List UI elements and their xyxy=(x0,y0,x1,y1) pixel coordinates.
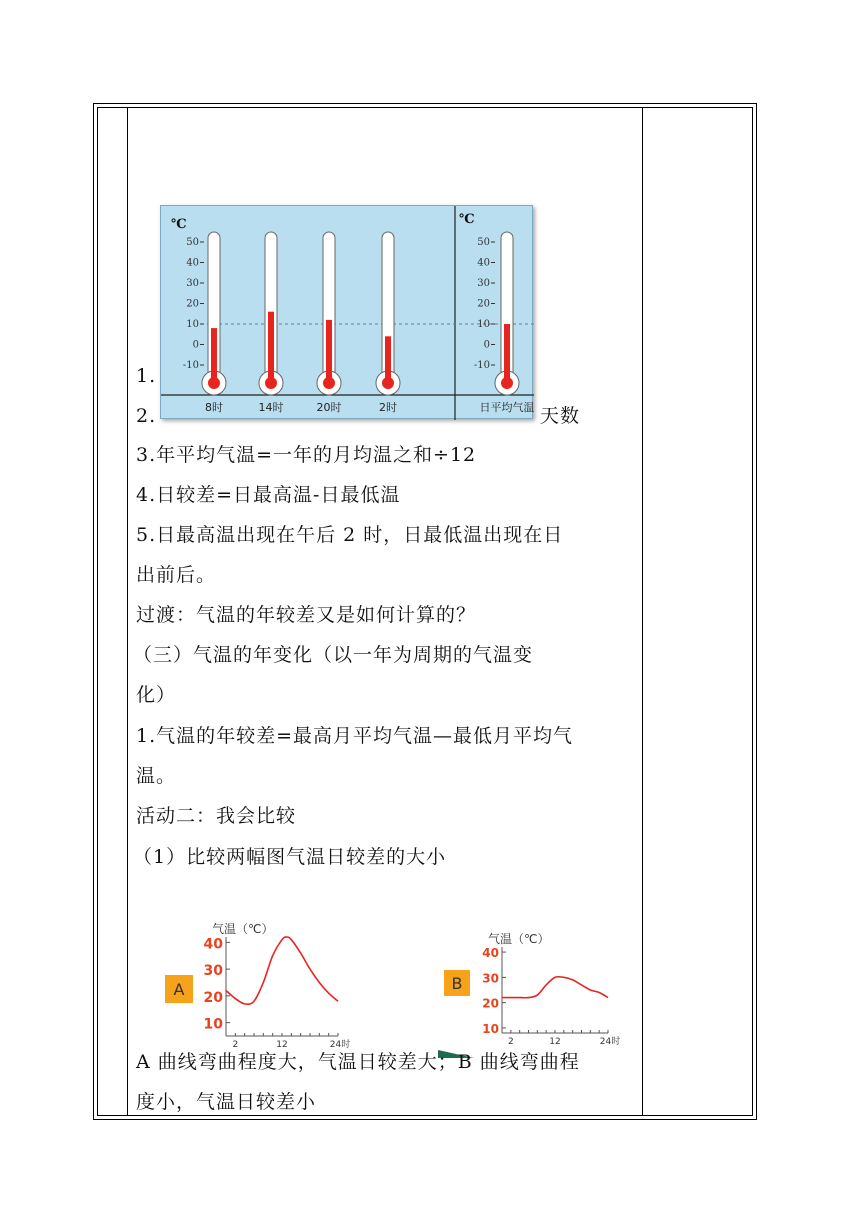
chart-title: 气温（℃） xyxy=(212,922,274,936)
thermometer-bulb-1 xyxy=(265,377,277,389)
text-line-12: 度小，气温日较差小 xyxy=(136,1091,317,1113)
text-line-7b: 化） xyxy=(136,684,177,706)
x-tick-label-2: 24时 xyxy=(329,1040,351,1050)
scale-left-tick-4: 10 xyxy=(186,319,199,330)
thermometer-figure xyxy=(160,205,533,419)
scale-right-tick-0: 50 xyxy=(477,237,490,248)
chart-b xyxy=(440,920,630,1050)
thermometer-label-3: 2时 xyxy=(379,401,397,414)
scale-right-tick-3: 20 xyxy=(477,298,490,310)
thermometer-mercury-3 xyxy=(385,336,391,382)
text-line-8a: 1.气温的年较差=最高月平均气温—最低月平均气 xyxy=(136,725,574,747)
scale-left-tick-1: 40 xyxy=(186,257,199,269)
text-line-5a: 5.日最高温出现在午后 2 时，日最低温出现在日 xyxy=(136,524,564,546)
scale-right-tick-6: -10 xyxy=(473,360,490,371)
thermometer-svg xyxy=(161,206,534,420)
scale-right-tick-5: 0 xyxy=(483,339,490,351)
text-line-4: 4.日较差=日最高温-日最低温 xyxy=(136,484,401,506)
scale-right-tick-2: 30 xyxy=(477,278,490,289)
text-line-9: 活动二：我会比较 xyxy=(136,805,297,827)
y-tick-label-3: 10 xyxy=(482,1021,499,1036)
text-line-8b: 温。 xyxy=(136,765,177,787)
text-line-6: 过渡：气温的年较差又是如何计算的？ xyxy=(136,604,477,626)
thermometer-bulb-2 xyxy=(323,377,335,389)
scale-left-tick-3: 20 xyxy=(186,298,199,310)
y-tick-label-3: 10 xyxy=(203,1016,223,1033)
x-tick-label-2: 24时 xyxy=(599,1037,621,1047)
scale-right-tick-1: 40 xyxy=(477,257,490,269)
scale-left-tick-0: 50 xyxy=(186,237,199,248)
thermometer-bulb-average xyxy=(501,377,513,389)
scale-left-tick-5: 0 xyxy=(192,339,199,351)
thermometer-label-2: 20时 xyxy=(316,401,342,414)
y-tick-label-0: 40 xyxy=(203,936,223,953)
series-line xyxy=(226,937,338,1004)
y-tick-label-0: 40 xyxy=(482,946,499,961)
text-line-10: （1）比较两幅图气温日较差的大小 xyxy=(133,846,447,868)
unit-label-average: ℃ xyxy=(459,212,475,227)
thermometer-bulb-0 xyxy=(208,377,220,389)
thermometer-mercury-2 xyxy=(326,320,332,382)
text-line-1: 1. xyxy=(136,365,157,387)
thermometer-mercury-0 xyxy=(211,328,217,382)
thermometer-label-0: 8时 xyxy=(205,401,223,414)
chart-a-badge: A xyxy=(165,975,193,1003)
y-tick-label-1: 30 xyxy=(203,963,223,980)
thermometer-bulb-3 xyxy=(382,377,394,389)
scale-left-tick-6: -10 xyxy=(182,360,199,371)
x-tick-label-0: 2 xyxy=(507,1037,514,1047)
y-tick-label-1: 30 xyxy=(482,971,499,986)
column-divider-left xyxy=(127,107,128,1116)
x-tick-label-1: 12 xyxy=(549,1037,561,1047)
text-line-2-suffix: 天数 xyxy=(540,405,581,427)
chart-a xyxy=(160,915,360,1055)
text-line-3: 3.年平均气温=一年的月均温之和÷12 xyxy=(136,444,477,466)
scale-right-tick-4: 10 xyxy=(477,319,490,330)
text-line-2-prefix: 2. xyxy=(136,405,157,427)
chart-title: 气温（℃） xyxy=(488,932,550,946)
x-tick-label-1: 12 xyxy=(276,1040,288,1050)
unit-label: ℃ xyxy=(171,217,187,232)
column-divider-right xyxy=(642,107,643,1116)
series-line xyxy=(502,977,608,998)
text-line-7a: （三）气温的年变化（以一年为周期的气温变 xyxy=(133,644,534,666)
chart-b-badge: B xyxy=(444,970,470,996)
thermometer-label-average: 日平均气温 xyxy=(479,401,534,414)
text-line-11: A 曲线弯曲程度大，气温日较差大；B 曲线弯曲程 xyxy=(136,1051,580,1073)
text-line-5b: 出前后。 xyxy=(136,564,217,586)
thermometer-label-1: 14时 xyxy=(258,401,284,414)
thermometer-mercury-average xyxy=(504,324,510,382)
x-tick-label-0: 2 xyxy=(232,1040,239,1050)
y-tick-label-2: 20 xyxy=(482,996,499,1011)
scale-left-tick-2: 30 xyxy=(186,278,199,289)
thermometer-mercury-1 xyxy=(268,312,274,382)
y-tick-label-2: 20 xyxy=(203,989,223,1006)
